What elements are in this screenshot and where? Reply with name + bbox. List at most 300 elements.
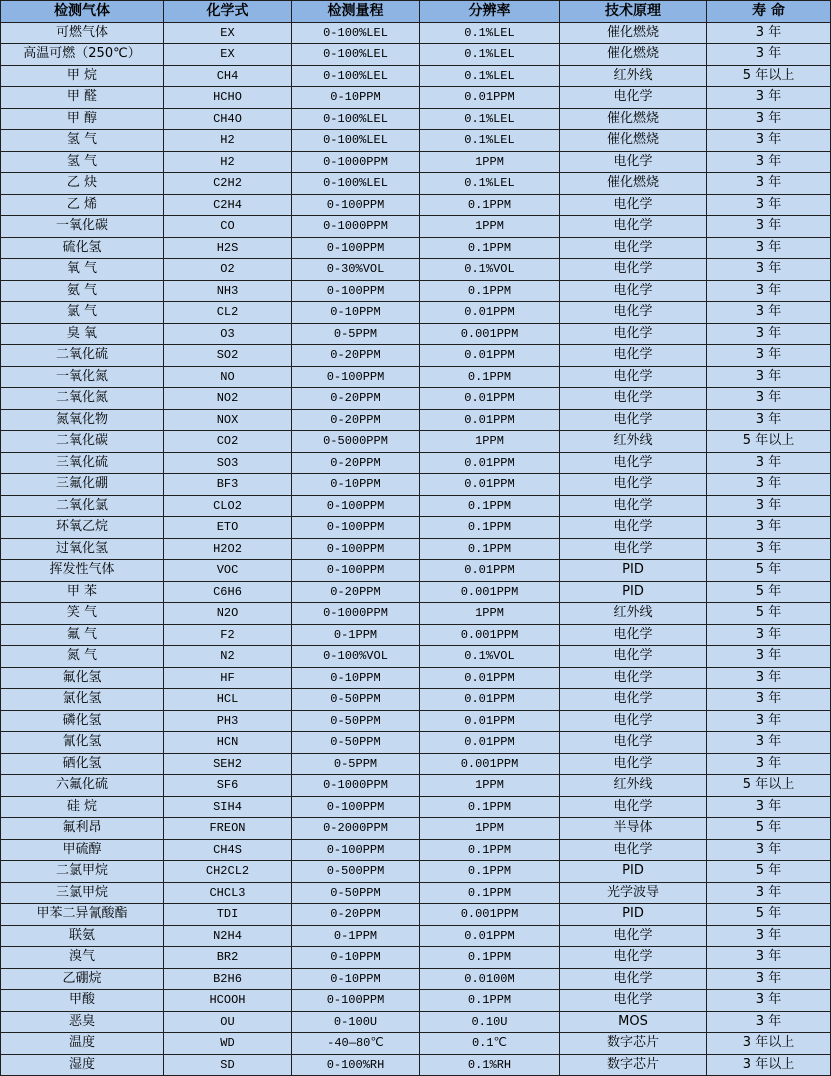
cell-resolution: 1PPM xyxy=(420,818,560,840)
cell-formula: CO2 xyxy=(164,431,292,453)
cell-formula: HF xyxy=(164,667,292,689)
cell-resolution: 0.1PPM xyxy=(420,538,560,560)
cell-principle: 电化学 xyxy=(560,732,707,754)
cell-lifespan: 3 年 xyxy=(707,710,831,732)
cell-resolution: 0.1PPM xyxy=(420,237,560,259)
cell-formula: PH3 xyxy=(164,710,292,732)
table-row xyxy=(1,538,831,560)
cell-formula: CL2 xyxy=(164,302,292,324)
cell-formula: SEH2 xyxy=(164,753,292,775)
cell-gas-name: 氯 气 xyxy=(1,302,164,324)
cell-lifespan: 3 年 xyxy=(707,323,831,345)
cell-range: 0-1000PPM xyxy=(292,216,420,238)
cell-formula: B2H6 xyxy=(164,968,292,990)
cell-range: 0-1PPM xyxy=(292,925,420,947)
cell-range: 0-100PPM xyxy=(292,538,420,560)
cell-gas-name: 氟利昂 xyxy=(1,818,164,840)
cell-lifespan: 3 年以上 xyxy=(707,1033,831,1055)
cell-principle: 红外线 xyxy=(560,65,707,87)
cell-range: 0-100PPM xyxy=(292,990,420,1012)
cell-formula: CH4O xyxy=(164,108,292,130)
cell-lifespan: 3 年 xyxy=(707,517,831,539)
cell-lifespan: 3 年 xyxy=(707,689,831,711)
cell-formula: H2S xyxy=(164,237,292,259)
cell-range: 0-50PPM xyxy=(292,882,420,904)
cell-gas-name: 甲 醛 xyxy=(1,87,164,109)
cell-principle: PID xyxy=(560,861,707,883)
cell-formula: EX xyxy=(164,22,292,44)
table-row xyxy=(1,689,831,711)
cell-formula: CH2CL2 xyxy=(164,861,292,883)
cell-range: 0-50PPM xyxy=(292,732,420,754)
cell-gas-name: 臭 氧 xyxy=(1,323,164,345)
cell-gas-name: 二氧化氮 xyxy=(1,388,164,410)
cell-gas-name: 三氟化硼 xyxy=(1,474,164,496)
cell-lifespan: 5 年 xyxy=(707,581,831,603)
table-row xyxy=(1,1033,831,1055)
table-row xyxy=(1,753,831,775)
cell-formula: EX xyxy=(164,44,292,66)
cell-principle: 红外线 xyxy=(560,775,707,797)
cell-formula: SO3 xyxy=(164,452,292,474)
cell-gas-name: 一氧化氮 xyxy=(1,366,164,388)
cell-principle: 电化学 xyxy=(560,237,707,259)
cell-lifespan: 3 年 xyxy=(707,194,831,216)
cell-resolution: 0.1PPM xyxy=(420,839,560,861)
cell-gas-name: 氢 气 xyxy=(1,151,164,173)
cell-resolution: 0.01PPM xyxy=(420,560,560,582)
cell-lifespan: 3 年 xyxy=(707,925,831,947)
cell-resolution: 0.01PPM xyxy=(420,474,560,496)
cell-resolution: 0.001PPM xyxy=(420,581,560,603)
cell-range: 0-100PPM xyxy=(292,517,420,539)
cell-gas-name: 氰化氢 xyxy=(1,732,164,754)
cell-range: 0-100PPM xyxy=(292,796,420,818)
cell-gas-name: 过氧化氢 xyxy=(1,538,164,560)
cell-gas-name: 磷化氢 xyxy=(1,710,164,732)
cell-gas-name: 二氧化氯 xyxy=(1,495,164,517)
cell-lifespan: 3 年 xyxy=(707,151,831,173)
cell-lifespan: 3 年 xyxy=(707,796,831,818)
cell-resolution: 0.01PPM xyxy=(420,710,560,732)
cell-gas-name: 三氯甲烷 xyxy=(1,882,164,904)
cell-gas-name: 可燃气体 xyxy=(1,22,164,44)
cell-range: 0-20PPM xyxy=(292,409,420,431)
cell-range: 0-50PPM xyxy=(292,689,420,711)
cell-lifespan: 3 年 xyxy=(707,130,831,152)
cell-principle: 电化学 xyxy=(560,409,707,431)
cell-range: 0-5PPM xyxy=(292,753,420,775)
cell-principle: 催化燃烧 xyxy=(560,173,707,195)
cell-resolution: 0.1%LEL xyxy=(420,65,560,87)
table-row xyxy=(1,861,831,883)
table-row xyxy=(1,947,831,969)
cell-formula: HCL xyxy=(164,689,292,711)
cell-range: 0-1000PPM xyxy=(292,603,420,625)
table-row xyxy=(1,560,831,582)
cell-range: 0-100PPM xyxy=(292,839,420,861)
cell-principle: 红外线 xyxy=(560,603,707,625)
cell-range: 0-20PPM xyxy=(292,452,420,474)
cell-resolution: 0.1PPM xyxy=(420,194,560,216)
cell-lifespan: 3 年 xyxy=(707,839,831,861)
table-row xyxy=(1,108,831,130)
cell-resolution: 0.01PPM xyxy=(420,732,560,754)
cell-principle: 催化燃烧 xyxy=(560,22,707,44)
cell-principle: 电化学 xyxy=(560,990,707,1012)
cell-formula: F2 xyxy=(164,624,292,646)
cell-formula: C2H4 xyxy=(164,194,292,216)
table-row xyxy=(1,667,831,689)
cell-resolution: 0.01PPM xyxy=(420,409,560,431)
cell-range: 0-10PPM xyxy=(292,667,420,689)
table-row xyxy=(1,990,831,1012)
cell-principle: 电化学 xyxy=(560,710,707,732)
cell-lifespan: 3 年 xyxy=(707,1011,831,1033)
cell-resolution: 1PPM xyxy=(420,603,560,625)
cell-principle: 电化学 xyxy=(560,753,707,775)
cell-formula: SIH4 xyxy=(164,796,292,818)
cell-range: 0-100%RH xyxy=(292,1054,420,1076)
cell-gas-name: 氟化氢 xyxy=(1,667,164,689)
cell-formula: BR2 xyxy=(164,947,292,969)
cell-range: 0-100%LEL xyxy=(292,173,420,195)
cell-formula: C6H6 xyxy=(164,581,292,603)
cell-formula: NOX xyxy=(164,409,292,431)
cell-gas-name: 六氟化硫 xyxy=(1,775,164,797)
table-row xyxy=(1,796,831,818)
cell-range: 0-20PPM xyxy=(292,904,420,926)
cell-formula: O3 xyxy=(164,323,292,345)
cell-formula: CO xyxy=(164,216,292,238)
cell-lifespan: 3 年 xyxy=(707,990,831,1012)
cell-gas-name: 恶臭 xyxy=(1,1011,164,1033)
cell-lifespan: 3 年 xyxy=(707,667,831,689)
cell-formula: H2 xyxy=(164,151,292,173)
column-header-gas-name: 检测气体 xyxy=(1,1,164,23)
cell-resolution: 0.1PPM xyxy=(420,990,560,1012)
table-row xyxy=(1,302,831,324)
cell-principle: 电化学 xyxy=(560,151,707,173)
cell-principle: 催化燃烧 xyxy=(560,108,707,130)
cell-lifespan: 3 年 xyxy=(707,732,831,754)
cell-lifespan: 3 年 xyxy=(707,237,831,259)
cell-gas-name: 甲 苯 xyxy=(1,581,164,603)
cell-principle: 催化燃烧 xyxy=(560,130,707,152)
cell-gas-name: 甲 烷 xyxy=(1,65,164,87)
cell-range: 0-50PPM xyxy=(292,710,420,732)
cell-gas-name: 氧 气 xyxy=(1,259,164,281)
cell-gas-name: 三氧化硫 xyxy=(1,452,164,474)
cell-principle: 电化学 xyxy=(560,839,707,861)
cell-gas-name: 联氨 xyxy=(1,925,164,947)
cell-lifespan: 5 年以上 xyxy=(707,431,831,453)
table-row xyxy=(1,624,831,646)
cell-resolution: 0.01PPM xyxy=(420,87,560,109)
cell-principle: 电化学 xyxy=(560,345,707,367)
cell-formula: OU xyxy=(164,1011,292,1033)
cell-formula: FREON xyxy=(164,818,292,840)
cell-lifespan: 5 年以上 xyxy=(707,65,831,87)
cell-resolution: 0.01PPM xyxy=(420,345,560,367)
cell-range: 0-100PPM xyxy=(292,194,420,216)
column-header-range: 检测量程 xyxy=(292,1,420,23)
cell-range: 0-100%LEL xyxy=(292,130,420,152)
cell-formula: N2O xyxy=(164,603,292,625)
cell-formula: VOC xyxy=(164,560,292,582)
cell-lifespan: 3 年 xyxy=(707,388,831,410)
cell-lifespan: 5 年 xyxy=(707,904,831,926)
cell-lifespan: 5 年 xyxy=(707,818,831,840)
cell-gas-name: 甲硫醇 xyxy=(1,839,164,861)
table-row xyxy=(1,775,831,797)
cell-principle: 电化学 xyxy=(560,302,707,324)
table-row xyxy=(1,431,831,453)
cell-gas-name: 二氯甲烷 xyxy=(1,861,164,883)
column-header-resolution: 分辨率 xyxy=(420,1,560,23)
cell-principle: 电化学 xyxy=(560,667,707,689)
cell-principle: 光学波导 xyxy=(560,882,707,904)
cell-formula: C2H2 xyxy=(164,173,292,195)
cell-range: 0-100PPM xyxy=(292,560,420,582)
cell-principle: 半导体 xyxy=(560,818,707,840)
cell-lifespan: 3 年 xyxy=(707,366,831,388)
cell-range: 0-100PPM xyxy=(292,495,420,517)
column-header-principle: 技术原理 xyxy=(560,1,707,23)
cell-lifespan: 5 年 xyxy=(707,861,831,883)
cell-range: -40—80℃ xyxy=(292,1033,420,1055)
cell-resolution: 0.1PPM xyxy=(420,366,560,388)
cell-gas-name: 挥发性气体 xyxy=(1,560,164,582)
cell-range: 0-100PPM xyxy=(292,237,420,259)
cell-gas-name: 氮氧化物 xyxy=(1,409,164,431)
cell-principle: 电化学 xyxy=(560,216,707,238)
cell-lifespan: 5 年 xyxy=(707,603,831,625)
cell-lifespan: 3 年 xyxy=(707,87,831,109)
cell-lifespan: 3 年以上 xyxy=(707,1054,831,1076)
cell-principle: 红外线 xyxy=(560,431,707,453)
cell-principle: 电化学 xyxy=(560,388,707,410)
cell-lifespan: 3 年 xyxy=(707,259,831,281)
cell-range: 0-10PPM xyxy=(292,302,420,324)
table-row xyxy=(1,409,831,431)
cell-range: 0-100PPM xyxy=(292,280,420,302)
cell-lifespan: 3 年 xyxy=(707,173,831,195)
table-row xyxy=(1,22,831,44)
table-row xyxy=(1,925,831,947)
cell-formula: ETO xyxy=(164,517,292,539)
table-row xyxy=(1,968,831,990)
cell-resolution: 0.1PPM xyxy=(420,947,560,969)
column-header-formula: 化学式 xyxy=(164,1,292,23)
cell-range: 0-30%VOL xyxy=(292,259,420,281)
cell-lifespan: 3 年 xyxy=(707,947,831,969)
table-row xyxy=(1,474,831,496)
cell-resolution: 0.1℃ xyxy=(420,1033,560,1055)
cell-principle: PID xyxy=(560,904,707,926)
cell-formula: NO2 xyxy=(164,388,292,410)
cell-resolution: 0.01PPM xyxy=(420,689,560,711)
cell-gas-name: 甲酸 xyxy=(1,990,164,1012)
cell-formula: HCHO xyxy=(164,87,292,109)
cell-range: 0-100%LEL xyxy=(292,108,420,130)
cell-principle: 电化学 xyxy=(560,259,707,281)
cell-lifespan: 3 年 xyxy=(707,216,831,238)
cell-formula: BF3 xyxy=(164,474,292,496)
cell-resolution: 0.1%RH xyxy=(420,1054,560,1076)
cell-lifespan: 3 年 xyxy=(707,495,831,517)
cell-resolution: 0.1PPM xyxy=(420,517,560,539)
cell-resolution: 0.01PPM xyxy=(420,452,560,474)
cell-principle: 电化学 xyxy=(560,624,707,646)
table-row xyxy=(1,237,831,259)
cell-gas-name: 硅 烷 xyxy=(1,796,164,818)
cell-formula: CLO2 xyxy=(164,495,292,517)
cell-range: 0-10PPM xyxy=(292,474,420,496)
cell-resolution: 0.1PPM xyxy=(420,495,560,517)
cell-range: 0-10PPM xyxy=(292,87,420,109)
cell-principle: 电化学 xyxy=(560,689,707,711)
cell-gas-name: 一氧化碳 xyxy=(1,216,164,238)
cell-principle: 电化学 xyxy=(560,495,707,517)
cell-resolution: 0.10U xyxy=(420,1011,560,1033)
cell-gas-name: 乙 烯 xyxy=(1,194,164,216)
table-row xyxy=(1,517,831,539)
cell-resolution: 0.001PPM xyxy=(420,323,560,345)
cell-range: 0-100%LEL xyxy=(292,65,420,87)
cell-gas-name: 甲苯二异氰酸酯 xyxy=(1,904,164,926)
cell-formula: CHCL3 xyxy=(164,882,292,904)
cell-principle: 电化学 xyxy=(560,796,707,818)
table-row xyxy=(1,130,831,152)
table-row xyxy=(1,581,831,603)
cell-lifespan: 3 年 xyxy=(707,108,831,130)
cell-gas-name: 氨 气 xyxy=(1,280,164,302)
cell-resolution: 0.1%VOL xyxy=(420,259,560,281)
table-row xyxy=(1,280,831,302)
cell-gas-name: 氯化氢 xyxy=(1,689,164,711)
cell-principle: 电化学 xyxy=(560,366,707,388)
cell-range: 0-5000PPM xyxy=(292,431,420,453)
cell-range: 0-100%LEL xyxy=(292,44,420,66)
cell-principle: 电化学 xyxy=(560,194,707,216)
cell-principle: 电化学 xyxy=(560,538,707,560)
cell-principle: 数字芯片 xyxy=(560,1054,707,1076)
cell-gas-name: 甲 醇 xyxy=(1,108,164,130)
cell-range: 0-100PPM xyxy=(292,366,420,388)
cell-range: 0-20PPM xyxy=(292,388,420,410)
cell-principle: 数字芯片 xyxy=(560,1033,707,1055)
cell-principle: PID xyxy=(560,581,707,603)
cell-resolution: 0.1%LEL xyxy=(420,173,560,195)
table-row xyxy=(1,646,831,668)
cell-lifespan: 3 年 xyxy=(707,345,831,367)
cell-principle: 电化学 xyxy=(560,280,707,302)
cell-resolution: 1PPM xyxy=(420,431,560,453)
column-header-lifespan: 寿 命 xyxy=(707,1,831,23)
cell-resolution: 1PPM xyxy=(420,775,560,797)
cell-resolution: 0.1%LEL xyxy=(420,22,560,44)
cell-lifespan: 3 年 xyxy=(707,538,831,560)
cell-formula: N2H4 xyxy=(164,925,292,947)
cell-formula: H2O2 xyxy=(164,538,292,560)
cell-formula: CH4 xyxy=(164,65,292,87)
cell-range: 0-100%VOL xyxy=(292,646,420,668)
cell-lifespan: 3 年 xyxy=(707,452,831,474)
cell-gas-name: 二氧化硫 xyxy=(1,345,164,367)
cell-principle: 电化学 xyxy=(560,323,707,345)
cell-principle: 催化燃烧 xyxy=(560,44,707,66)
cell-gas-name: 湿度 xyxy=(1,1054,164,1076)
cell-gas-name: 二氧化碳 xyxy=(1,431,164,453)
cell-lifespan: 5 年以上 xyxy=(707,775,831,797)
cell-range: 0-1000PPM xyxy=(292,775,420,797)
cell-gas-name: 乙 炔 xyxy=(1,173,164,195)
cell-lifespan: 3 年 xyxy=(707,882,831,904)
cell-lifespan: 3 年 xyxy=(707,646,831,668)
cell-principle: PID xyxy=(560,560,707,582)
cell-principle: 电化学 xyxy=(560,925,707,947)
cell-gas-name: 硒化氢 xyxy=(1,753,164,775)
cell-lifespan: 3 年 xyxy=(707,280,831,302)
cell-principle: MOS xyxy=(560,1011,707,1033)
table-row xyxy=(1,388,831,410)
cell-range: 0-2000PPM xyxy=(292,818,420,840)
table-row xyxy=(1,366,831,388)
cell-formula: WD xyxy=(164,1033,292,1055)
cell-formula: TDI xyxy=(164,904,292,926)
cell-lifespan: 3 年 xyxy=(707,753,831,775)
cell-range: 0-100%LEL xyxy=(292,22,420,44)
cell-principle: 电化学 xyxy=(560,517,707,539)
cell-lifespan: 3 年 xyxy=(707,302,831,324)
cell-gas-name: 硫化氢 xyxy=(1,237,164,259)
cell-range: 0-20PPM xyxy=(292,345,420,367)
table-row xyxy=(1,732,831,754)
cell-lifespan: 3 年 xyxy=(707,624,831,646)
cell-resolution: 0.01PPM xyxy=(420,388,560,410)
table-row xyxy=(1,194,831,216)
cell-resolution: 0.1PPM xyxy=(420,882,560,904)
cell-formula: NO xyxy=(164,366,292,388)
cell-formula: N2 xyxy=(164,646,292,668)
table-row xyxy=(1,65,831,87)
cell-resolution: 0.1PPM xyxy=(420,796,560,818)
table-header-row xyxy=(1,1,831,23)
table-row xyxy=(1,1054,831,1076)
cell-resolution: 0.1%LEL xyxy=(420,108,560,130)
cell-principle: 电化学 xyxy=(560,968,707,990)
table-row xyxy=(1,87,831,109)
cell-range: 0-10PPM xyxy=(292,947,420,969)
table-row xyxy=(1,452,831,474)
cell-formula: HCN xyxy=(164,732,292,754)
cell-range: 0-20PPM xyxy=(292,581,420,603)
cell-gas-name: 氢 气 xyxy=(1,130,164,152)
cell-range: 0-100U xyxy=(292,1011,420,1033)
cell-resolution: 0.1PPM xyxy=(420,861,560,883)
cell-range: 0-1000PPM xyxy=(292,151,420,173)
cell-resolution: 0.1PPM xyxy=(420,280,560,302)
table-row xyxy=(1,44,831,66)
cell-resolution: 0.0100M xyxy=(420,968,560,990)
cell-resolution: 0.1%LEL xyxy=(420,44,560,66)
table-row xyxy=(1,495,831,517)
table-row xyxy=(1,323,831,345)
cell-range: 0-10PPM xyxy=(292,968,420,990)
cell-gas-name: 乙硼烷 xyxy=(1,968,164,990)
cell-gas-name: 环氧乙烷 xyxy=(1,517,164,539)
